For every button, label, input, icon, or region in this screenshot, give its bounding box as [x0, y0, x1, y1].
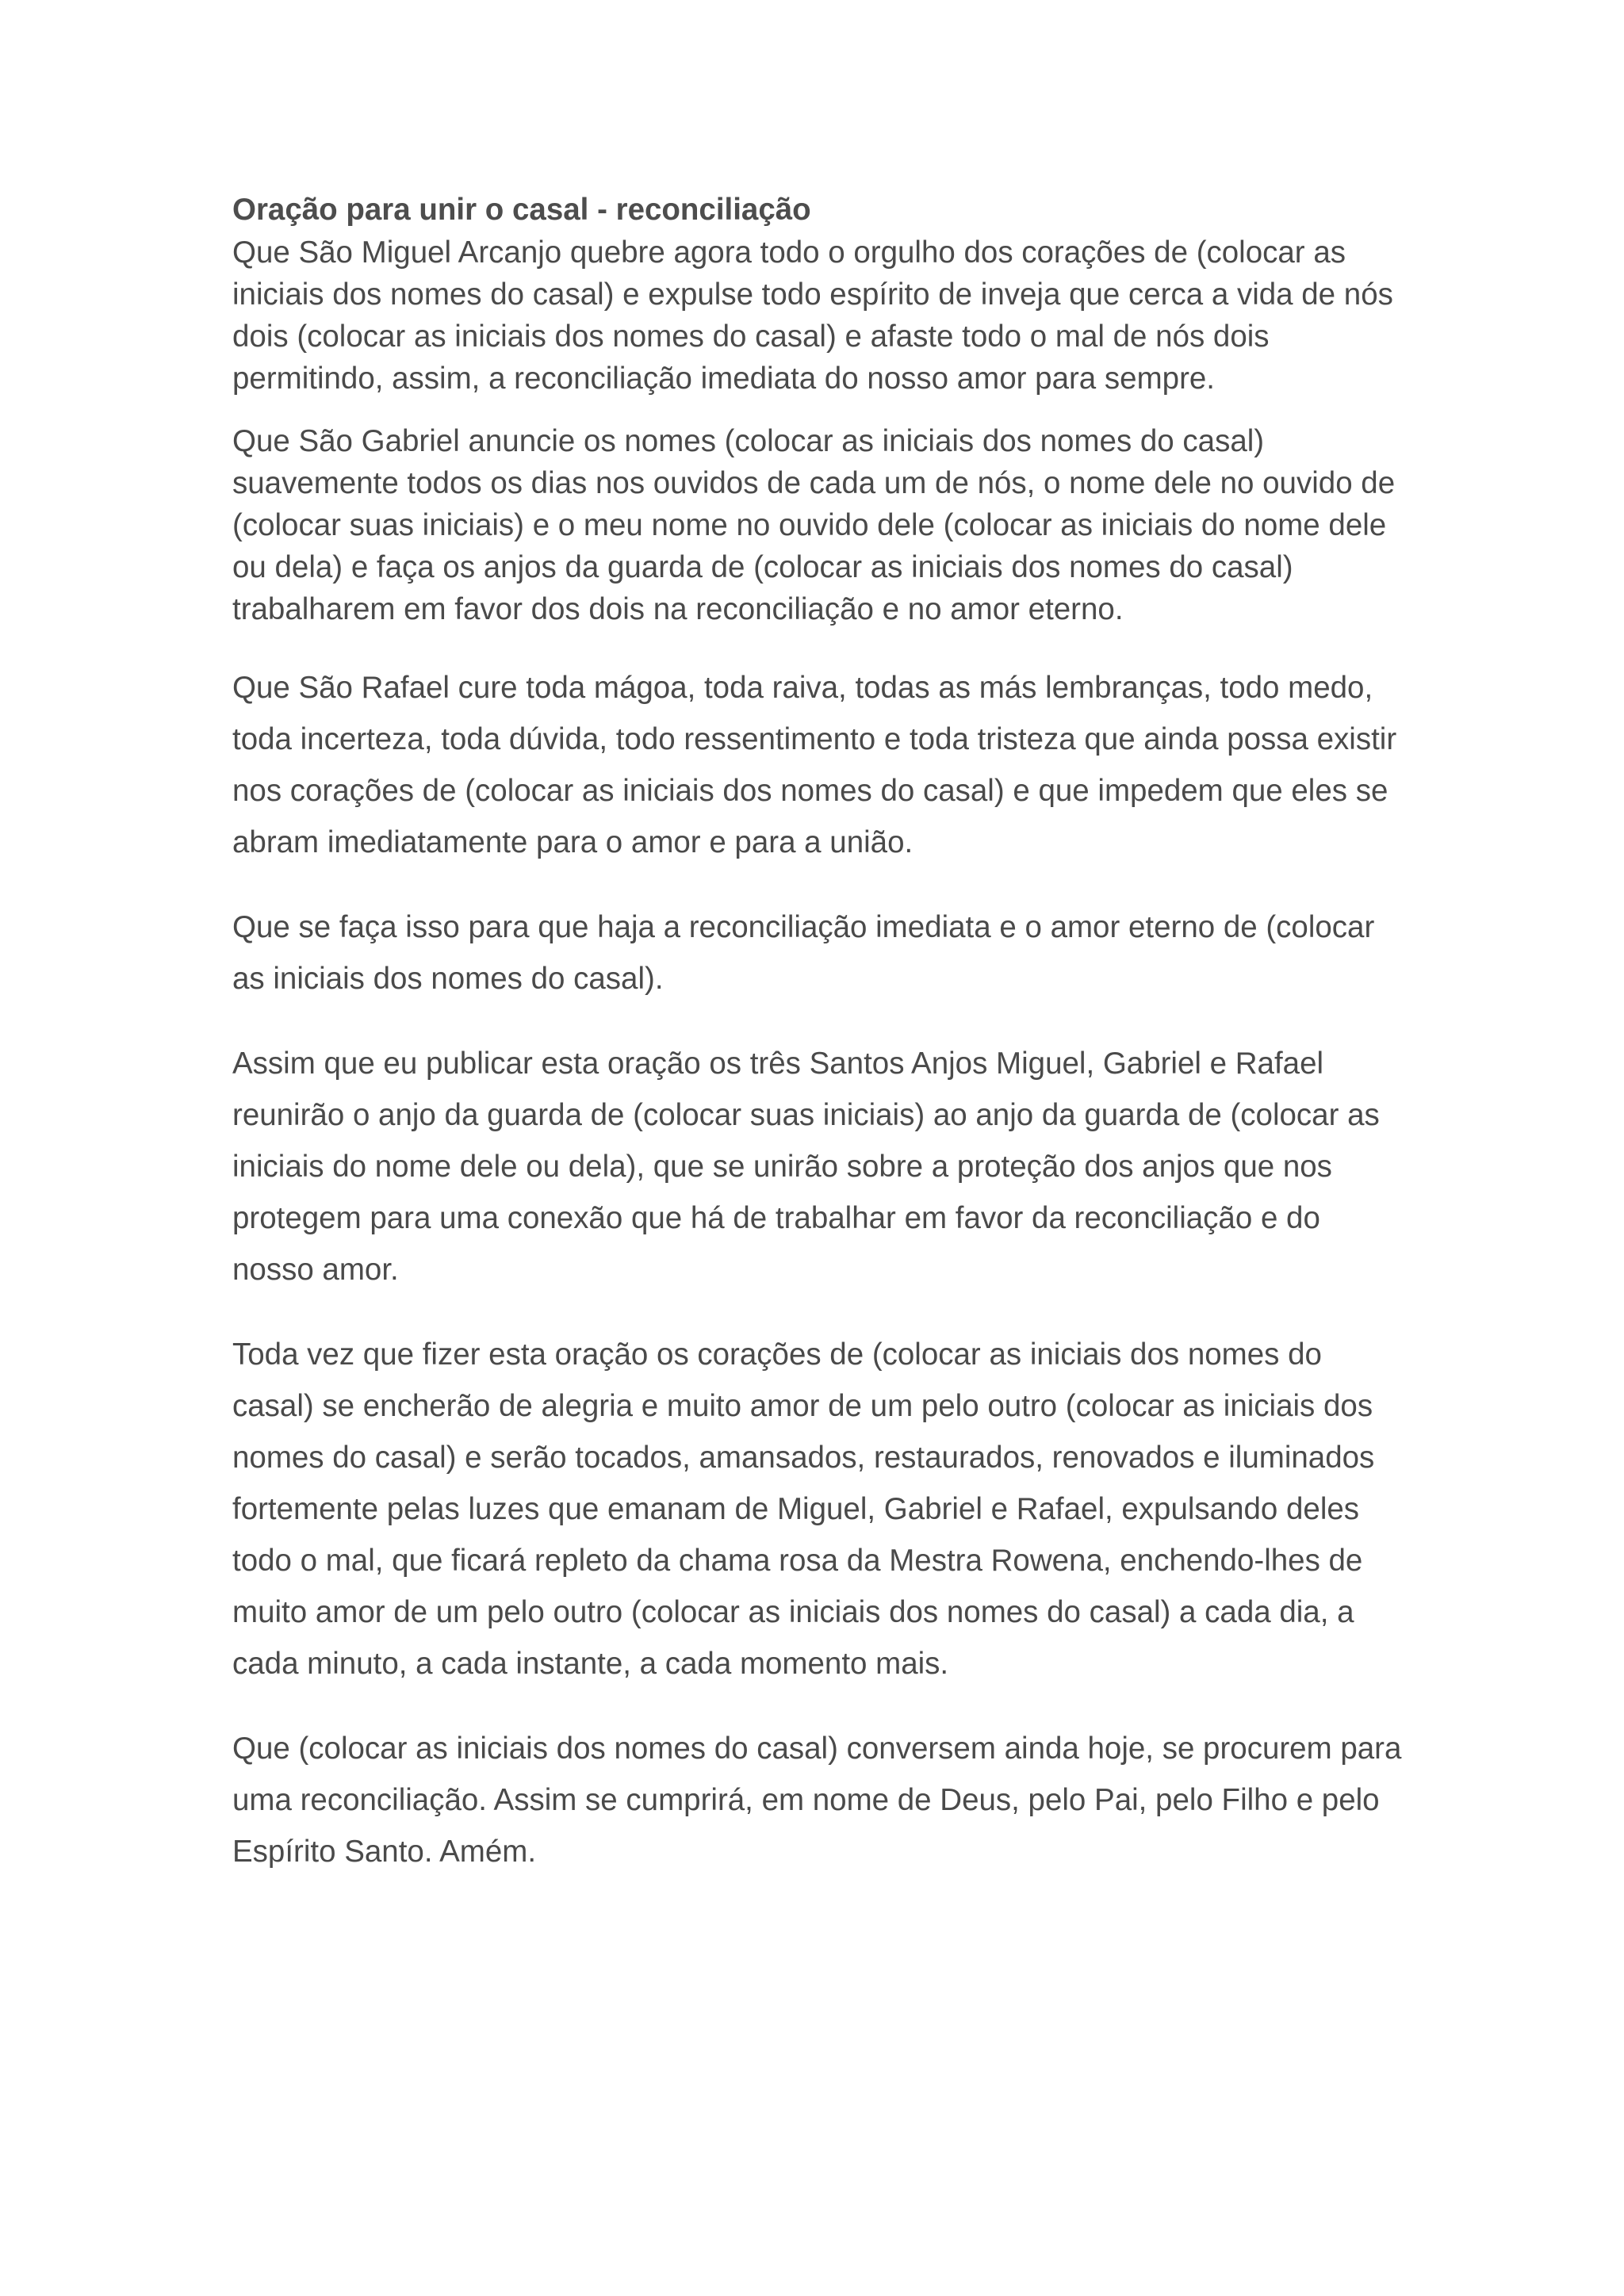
paragraph-sao-rafael: Que São Rafael cure toda mágoa, toda raiva, todas as más lembranças, todo medo, toda incerteza, toda dúvida, todo ressentimento e toda tristeza que ainda possa existir nos corações de (colocar as iniciais dos nomes do casal) e que impedem que eles se abram imediatamente para o amor e para a união.	[232, 671, 1397, 859]
paragraph-sao-gabriel: Que São Gabriel anuncie os nomes (colocar as iniciais dos nomes do casal) suavemente todos os dias nos ouvidos de cada um de nós, o nome dele no ouvido de (colocar suas iniciais) e o meu nome no ouvido dele (colocar as iniciais do nome dele ou dela) e faça os anjos da guarda de (colocar as iniciais dos nomes do casal) trabalharem em favor dos dois na reconciliação e no amor eterno.	[232, 424, 1396, 626]
paragraph-amem: Que (colocar as iniciais dos nomes do casal) conversem ainda hoje, se procurem para uma reconciliação. Assim se cumprirá, em nome de Deus, pelo Pai, pelo Filho e pelo Espírito Santo. Amém.	[232, 1732, 1402, 1869]
document-title: Oração para unir o casal - reconciliação	[232, 193, 811, 227]
paragraph-sao-miguel: Que São Miguel Arcanjo quebre agora todo o orgulho dos corações de (colocar as iniciais dos nomes do casal) e expulse todo espírito de inveja que cerca a vida de nós dois (colocar as iniciais dos nomes do casal) e afaste todo o mal de nós dois permitindo, assim, a reconciliação imediata do nosso amor para sempre.	[232, 235, 1393, 396]
paragraph-publicacao: Assim que eu publicar esta oração os três Santos Anjos Miguel, Gabriel e Rafael reunirão o anjo da guarda de (colocar suas iniciais) ao anjo da guarda de (colocar as iniciais do nome dele ou dela), que se unirão sobre a proteção dos anjos que nos protegem para uma conexão que há de trabalhar em favor da reconciliação e do nosso amor.	[232, 1047, 1380, 1287]
paragraph-reconciliacao: Que se faça isso para que haja a reconciliação imediata e o amor eterno de (colocar as iniciais dos nomes do casal).	[232, 910, 1375, 996]
paragraph-toda-vez: Toda vez que fizer esta oração os corações de (colocar as iniciais dos nomes do casal) se encherão de alegria e muito amor de um pelo outro (colocar as iniciais dos nomes do casal) e serão tocados, amansados, restaurados, renovados e iluminados fortemente pelas luzes que emanam de Miguel, Gabriel e Rafael, expulsando deles todo o mal, que ficará repleto da chama rosa da Mestra Rowena, enchendo-lhes de muito amor de um pelo outro (colocar as iniciais dos nomes do casal) a cada dia, a cada minuto, a cada instante, a cada momento mais.	[232, 1337, 1375, 1681]
document-body	[232, 189, 1402, 1877]
